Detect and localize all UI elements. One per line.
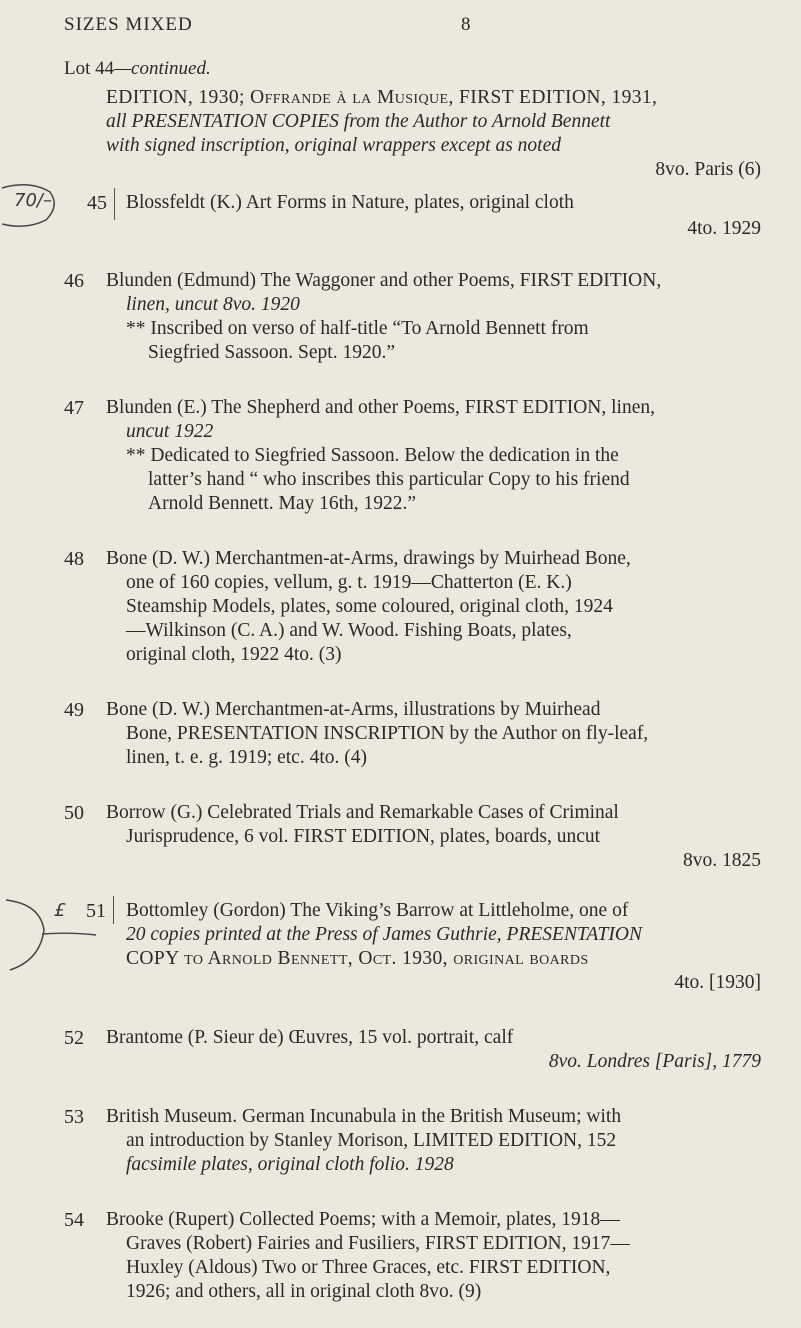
lot-49-line-2: Bone, PRESENTATION INSCRIPTION by the Author on fly-leaf,: [126, 723, 649, 744]
lot-number: 54: [64, 1209, 84, 1231]
lot-50-line-1: Borrow (G.) Celebrated Trials and Remarkable Cases of Criminal: [106, 802, 619, 823]
lot-number: 52: [64, 1027, 84, 1049]
lot-51-line-2: 20 copies printed at the Press of James Guthrie, PRESENTATION: [126, 924, 642, 945]
lot-54-line-1: Brooke (Rupert) Collected Poems; with a Memoir, plates, 1918—: [106, 1209, 620, 1230]
continued-label: —continued.: [114, 58, 211, 79]
lot-47-line-2: uncut 1922: [126, 421, 214, 442]
lot-number: 53: [64, 1106, 84, 1128]
lot-48-line-3: Steamship Models, plates, some coloured, original cloth, 1924: [126, 596, 613, 617]
handwritten-price-51: £: [54, 900, 66, 921]
lot-53-line-2: an introduction by Stanley Morison, LIMITED EDITION, 152: [126, 1130, 617, 1151]
lot-47-line-5: Arnold Bennett. May 16th, 1922.”: [148, 493, 417, 514]
page-number: 8: [461, 14, 472, 35]
lot-number: 51: [86, 900, 106, 922]
margin-rule: [114, 188, 115, 220]
lot-number: 50: [64, 802, 84, 824]
lot-46-line-3: ** Inscribed on verso of half-title “To Arnold Bennett from: [126, 318, 589, 339]
lot-51-line-1: Bottomley (Gordon) The Viking’s Barrow at Littleholme, one of: [126, 900, 629, 921]
lot-54-line-3: Huxley (Aldous) Two or Three Graces, etc. FIRST EDITION,: [126, 1257, 611, 1278]
lot-number: 49: [64, 699, 84, 721]
lot-48-line-5: original cloth, 1922 4to. (3): [126, 644, 342, 665]
margin-rule: [113, 896, 114, 924]
lot-54-line-2: Graves (Robert) Fairies and Fusiliers, FIRST EDITION, 1917—: [126, 1233, 630, 1254]
lot-54-line-4: 1926; and others, all in original cloth 8vo. (9): [126, 1281, 482, 1302]
lot-49-line-1: Bone (D. W.) Merchantmen-at-Arms, illustrations by Muirhead: [106, 699, 601, 720]
lot44-line-2: all PRESENTATION COPIES from the Author to Arnold Bennett: [106, 111, 611, 132]
lot-52-line-2: 8vo. Londres [Paris], 1779: [548, 1051, 761, 1072]
lot-number: 47: [64, 397, 84, 419]
lot-continued-label: [64, 58, 211, 80]
running-header: SIZES MIXED: [64, 14, 193, 35]
lot-50-line-3: 8vo. 1825: [683, 850, 761, 871]
lot-46-line-2: linen, uncut 8vo. 1920: [126, 294, 300, 315]
lot-label: Lot 44: [64, 58, 115, 79]
lot-49-line-3: linen, t. e. g. 1919; etc. 4to. (4): [126, 747, 367, 768]
lot-53-line-1: British Museum. German Incunabula in the British Museum; with: [106, 1106, 622, 1127]
lot44-line-3: with signed inscription, original wrappers except as noted: [106, 135, 561, 156]
lot-48-line-2: one of 160 copies, vellum, g. t. 1919—Chatterton (E. K.): [126, 572, 572, 593]
lot-48-line-1: Bone (D. W.) Merchantmen-at-Arms, drawings by Muirhead Bone,: [106, 548, 631, 569]
lot-47-line-3: ** Dedicated to Siegfried Sassoon. Below the dedication in the: [126, 445, 619, 466]
lot-50-line-2: Jurisprudence, 6 vol. FIRST EDITION, plates, boards, uncut: [126, 826, 601, 847]
lot-48-line-4: —Wilkinson (C. A.) and W. Wood. Fishing Boats, plates,: [126, 620, 572, 641]
lot44-line-1: EDITION, 1930; Offrande à la Musique, FIRST EDITION, 1931,: [106, 87, 658, 108]
lot-51-line-4: 4to. [1930]: [674, 972, 761, 993]
lot-number: 48: [64, 548, 84, 570]
lot-47-line-1: Blunden (E.) The Shepherd and other Poems, FIRST EDITION, linen,: [106, 397, 655, 418]
lot-45-line-2: 4to. 1929: [687, 218, 761, 239]
lot-number: 46: [64, 270, 84, 292]
lot-51-line-3: COPY to Arnold Bennett, Oct. 1930, original boards: [126, 948, 589, 969]
lot-53-line-3: facsimile plates, original cloth folio. 1928: [126, 1154, 454, 1175]
lot-number: 45: [87, 192, 107, 214]
handwritten-price-45: 70/–: [14, 190, 52, 211]
lot-45-line-1: Blossfeldt (K.) Art Forms in Nature, plates, original cloth: [126, 192, 574, 213]
lot-46-line-1: Blunden (Edmund) The Waggoner and other Poems, FIRST EDITION,: [106, 270, 662, 291]
lot44-line-4: 8vo. Paris (6): [655, 159, 761, 180]
lot-46-line-4: Siegfried Sassoon. Sept. 1920.”: [148, 342, 395, 363]
lot-52-line-1: Brantome (P. Sieur de) Œuvres, 15 vol. portrait, calf: [106, 1027, 514, 1048]
lot-47-line-4: latter’s hand “ who inscribes this particular Copy to his friend: [148, 469, 630, 490]
hand-stroke-icon: [40, 930, 100, 938]
